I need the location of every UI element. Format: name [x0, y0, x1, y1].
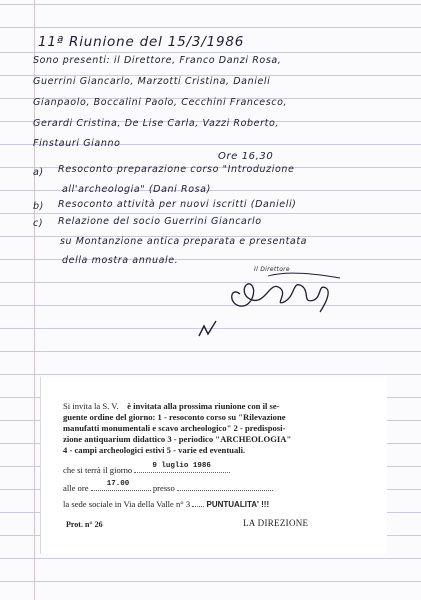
- handwritten-check-mark: [196, 318, 220, 340]
- handwritten-signature: [222, 266, 352, 314]
- time-label: alle ore: [63, 483, 89, 493]
- attendees-line: Gerardi Cristina, De Lise Carla, Vazzi Roberto,: [33, 118, 279, 129]
- notice-line: manufatti monumentali e scavo archeologico" 2 - predisposi-: [63, 423, 286, 433]
- agenda-item-b-line: Resoconto attività per nuovi iscritti (Danieli): [58, 199, 297, 210]
- agenda-item-c-line: della mostra annuale.: [62, 255, 179, 266]
- date-label: che si terrà il giorno: [63, 465, 133, 475]
- notice-date-row: [63, 463, 230, 475]
- pasted-meeting-notice: [40, 377, 387, 554]
- agenda-item-c-line: su Montanzione antica preparata e presentata: [60, 236, 308, 247]
- notice-signatory: LA DIREZIONE: [243, 518, 309, 528]
- notice-line: [63, 401, 375, 412]
- notice-text: [63, 401, 375, 456]
- attendees-line: Guerrini Giancarlo, Marzotti Cristina, Danieli: [33, 76, 271, 87]
- punctuality-note: PUNTUALITA' !!!: [206, 500, 270, 509]
- agenda-item-a-line: Resoconto preparazione corso "Introduzione: [58, 164, 295, 175]
- minutes-title: 11ª Riunione del 15/3/1986: [38, 34, 245, 50]
- time-field: [91, 481, 151, 491]
- location-field: [177, 481, 273, 491]
- notice-venue-row: [63, 497, 269, 509]
- notice-time-row: [63, 481, 273, 493]
- venue-dots: [192, 497, 204, 507]
- attendees-line: Sono presenti: il Direttore, Franco Danzi Rosa,: [33, 55, 282, 66]
- agenda-marker-c: c): [33, 218, 44, 229]
- agenda-item-a-line: all'archeologia" (Dani Rosa): [62, 184, 211, 195]
- time-value: 17.00: [106, 480, 130, 488]
- protocol-number: Prot. n° 26: [66, 520, 103, 529]
- agenda-item-c-line: Relazione del socio Guerrini Giancarlo: [58, 216, 262, 227]
- venue-text: la sede sociale in Via della Valle n° 3: [63, 499, 191, 509]
- notice-invite-text: è invitata alla prossima riunione con il se-: [127, 401, 280, 411]
- agenda-marker-b: b): [33, 201, 44, 212]
- notice-line: guente ordine del giorno: 1 - resoconto corso su "Rilevazione: [63, 412, 286, 422]
- date-field: [134, 463, 230, 473]
- presso-label: presso: [152, 483, 175, 493]
- date-value: 9 luglio 1986: [152, 462, 211, 470]
- signature-caption: Il Direttore: [254, 266, 290, 273]
- attendees-line: Finstauri Gianno: [33, 138, 121, 149]
- notice-line: zione antiquarium didattico 3 - periodico "ARCHEOLOGIA": [63, 434, 292, 444]
- notice-line: 4 - campi archeologici estivi 5 - varie ed eventuali.: [63, 445, 246, 455]
- attendees-line: Gianpaolo, Boccalini Paolo, Cecchini Francesco,: [33, 97, 288, 108]
- agenda-marker-a: a): [33, 167, 44, 178]
- notice-invite-prefix: Si invita la S. V.: [63, 401, 119, 411]
- meeting-time: Ore 16,30: [218, 151, 274, 162]
